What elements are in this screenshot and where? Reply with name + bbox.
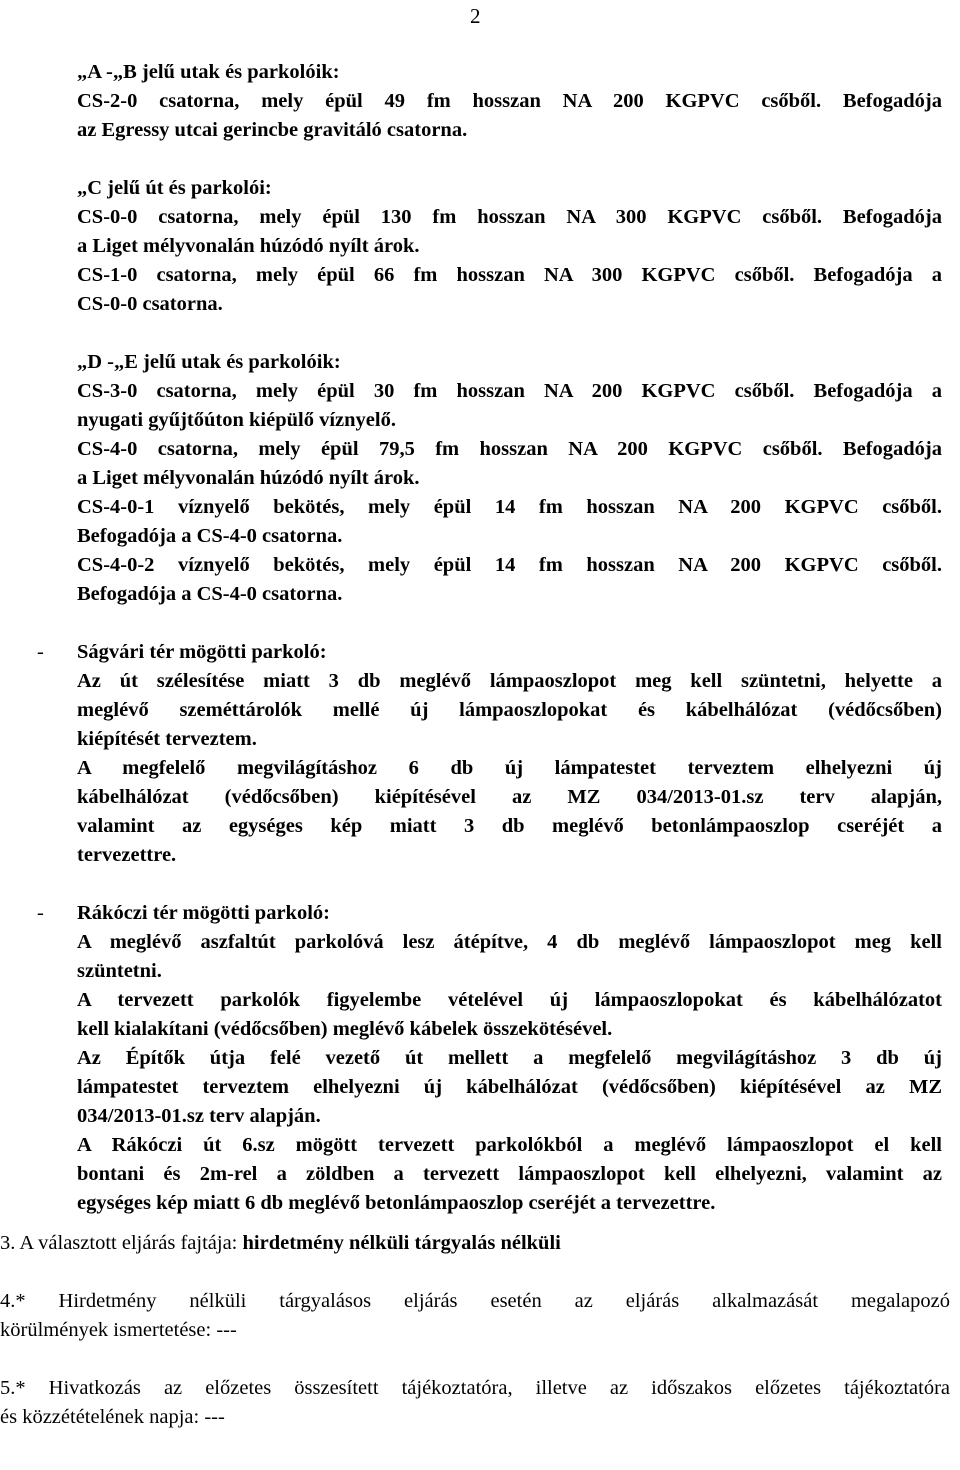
text-line: a Liget mélyvonalán húzódó nyílt árok. (77, 467, 420, 489)
text-line: és közzétételének napja: --- (0, 1406, 225, 1428)
text-line: A meglévő aszfaltút parkolóvá lesz átépítve, 4 db meglévő lámpaoszlopot meg kell (77, 931, 942, 953)
item-3 (0, 1229, 950, 1258)
text-line: egységes kép miatt 6 db meglévő betonlámpaoszlop cseréjét a tervezettre. (77, 1192, 716, 1214)
text-line: 5.* Hivatkozás az előzetes összesített tájékoztatóra, illetve az időszakos előzetes tájékoztatóra (0, 1377, 950, 1399)
document-body (0, 58, 960, 1432)
text-line: CS-2-0 csatorna, mely épül 49 fm hosszan NA 200 KGPVC csőből. Befogadója (77, 90, 942, 112)
text-line: Befogadója a CS-4-0 csatorna. (77, 583, 343, 605)
text-line: bontani és 2m-rel a zöldben a tervezett lámpaoszlopot kell elhelyezni, valamint az (77, 1163, 942, 1185)
item-4 (0, 1287, 950, 1345)
section-heading: „D -„E jelű utak és parkolóik: (77, 351, 341, 373)
text-line: A tervezett parkolók figyelembe vételével új lámpaoszlopokat és kábelhálózatot (77, 989, 942, 1011)
text-line: Az út szélesítése miatt 3 db meglévő lámpaoszlopot meg kell szüntetni, helyette a (77, 670, 942, 692)
section-heading: „A -„B jelű utak és parkolóik: (77, 61, 340, 83)
section-heading: „C jelű út és parkolói: (77, 177, 272, 199)
text-line: kábelhálózat (védőcsőben) kiépítésével az MZ 034/2013-01.sz terv alapján, (77, 786, 942, 808)
page-number: 2 (470, 4, 481, 28)
text-line: CS-4-0-2 víznyelő bekötés, mely épül 14 fm hosszan NA 200 KGPVC csőből. (77, 554, 942, 576)
text-line: valamint az egységes kép miatt 3 db meglévő betonlámpaoszlop cseréjét a (77, 815, 942, 837)
section-c (77, 174, 942, 319)
list-dash: - (37, 641, 44, 663)
text-line: CS-3-0 csatorna, mely épül 30 fm hosszan NA 200 KGPVC csőből. Befogadója a (77, 380, 942, 402)
text-line: A Rákóczi út 6.sz mögött tervezett parkolókból a meglévő lámpaoszlopot el kell (77, 1134, 942, 1156)
section-heading: Rákóczi tér mögötti parkoló: (77, 902, 330, 924)
item-value: hirdetmény nélküli tárgyalás nélküli (242, 1232, 561, 1254)
text-line: kell kialakítani (védőcsőben) meglévő kábelek összekötésével. (77, 1018, 613, 1040)
text-line: nyugati gyűjtőúton kiépülő víznyelő. (77, 409, 396, 431)
text-line: körülmények ismertetése: --- (0, 1319, 237, 1341)
item-label: 3. A választott eljárás fajtája: (0, 1232, 243, 1254)
text-line: CS-0-0 csatorna. (77, 293, 223, 315)
text-line: lámpatestet terveztem elhelyezni új kábelhálózat (védőcsőben) kiépítésével az MZ (77, 1076, 942, 1098)
section-heading: Ságvári tér mögötti parkoló: (77, 641, 327, 663)
text-line: tervezettre. (77, 844, 177, 866)
text-line: szüntetni. (77, 960, 162, 982)
text-line: az Egressy utcai gerincbe gravitáló csatorna. (77, 119, 468, 141)
list-dash: - (37, 902, 44, 924)
text-line: kiépítését terveztem. (77, 728, 257, 750)
text-line: 4.* Hirdetmény nélküli tárgyalásos eljárás esetén az eljárás alkalmazását megalapozó (0, 1290, 950, 1312)
text-line: meglévő szeméttárolók mellé új lámpaoszlopokat és kábelhálózat (védőcsőben) (77, 699, 942, 721)
section-ab (77, 58, 942, 145)
text-line: CS-4-0-1 víznyelő bekötés, mely épül 14 fm hosszan NA 200 KGPVC csőből. (77, 496, 942, 518)
text-line: CS-0-0 csatorna, mely épül 130 fm hosszan NA 300 KGPVC csőből. Befogadója (77, 206, 942, 228)
text-line: CS-4-0 csatorna, mely épül 79,5 fm hosszan NA 200 KGPVC csőből. Befogadója (77, 438, 942, 460)
text-line: Befogadója a CS-4-0 csatorna. (77, 525, 343, 547)
list-item-rakoczi (37, 899, 942, 1218)
text-line: 034/2013-01.sz terv alapján. (77, 1105, 321, 1127)
text-line: a Liget mélyvonalán húzódó nyílt árok. (77, 235, 420, 257)
text-line: Az Építők útja felé vezető út mellett a megfelelő megvilágításhoz 3 db új (77, 1047, 942, 1069)
text-line: CS-1-0 csatorna, mely épül 66 fm hosszan NA 300 KGPVC csőből. Befogadója a (77, 264, 942, 286)
section-de (77, 348, 942, 609)
text-line: A megfelelő megvilágításhoz 6 db új lámpatestet terveztem elhelyezni új (77, 757, 942, 779)
item-5 (0, 1374, 950, 1432)
list-item-sagvari (37, 638, 942, 870)
